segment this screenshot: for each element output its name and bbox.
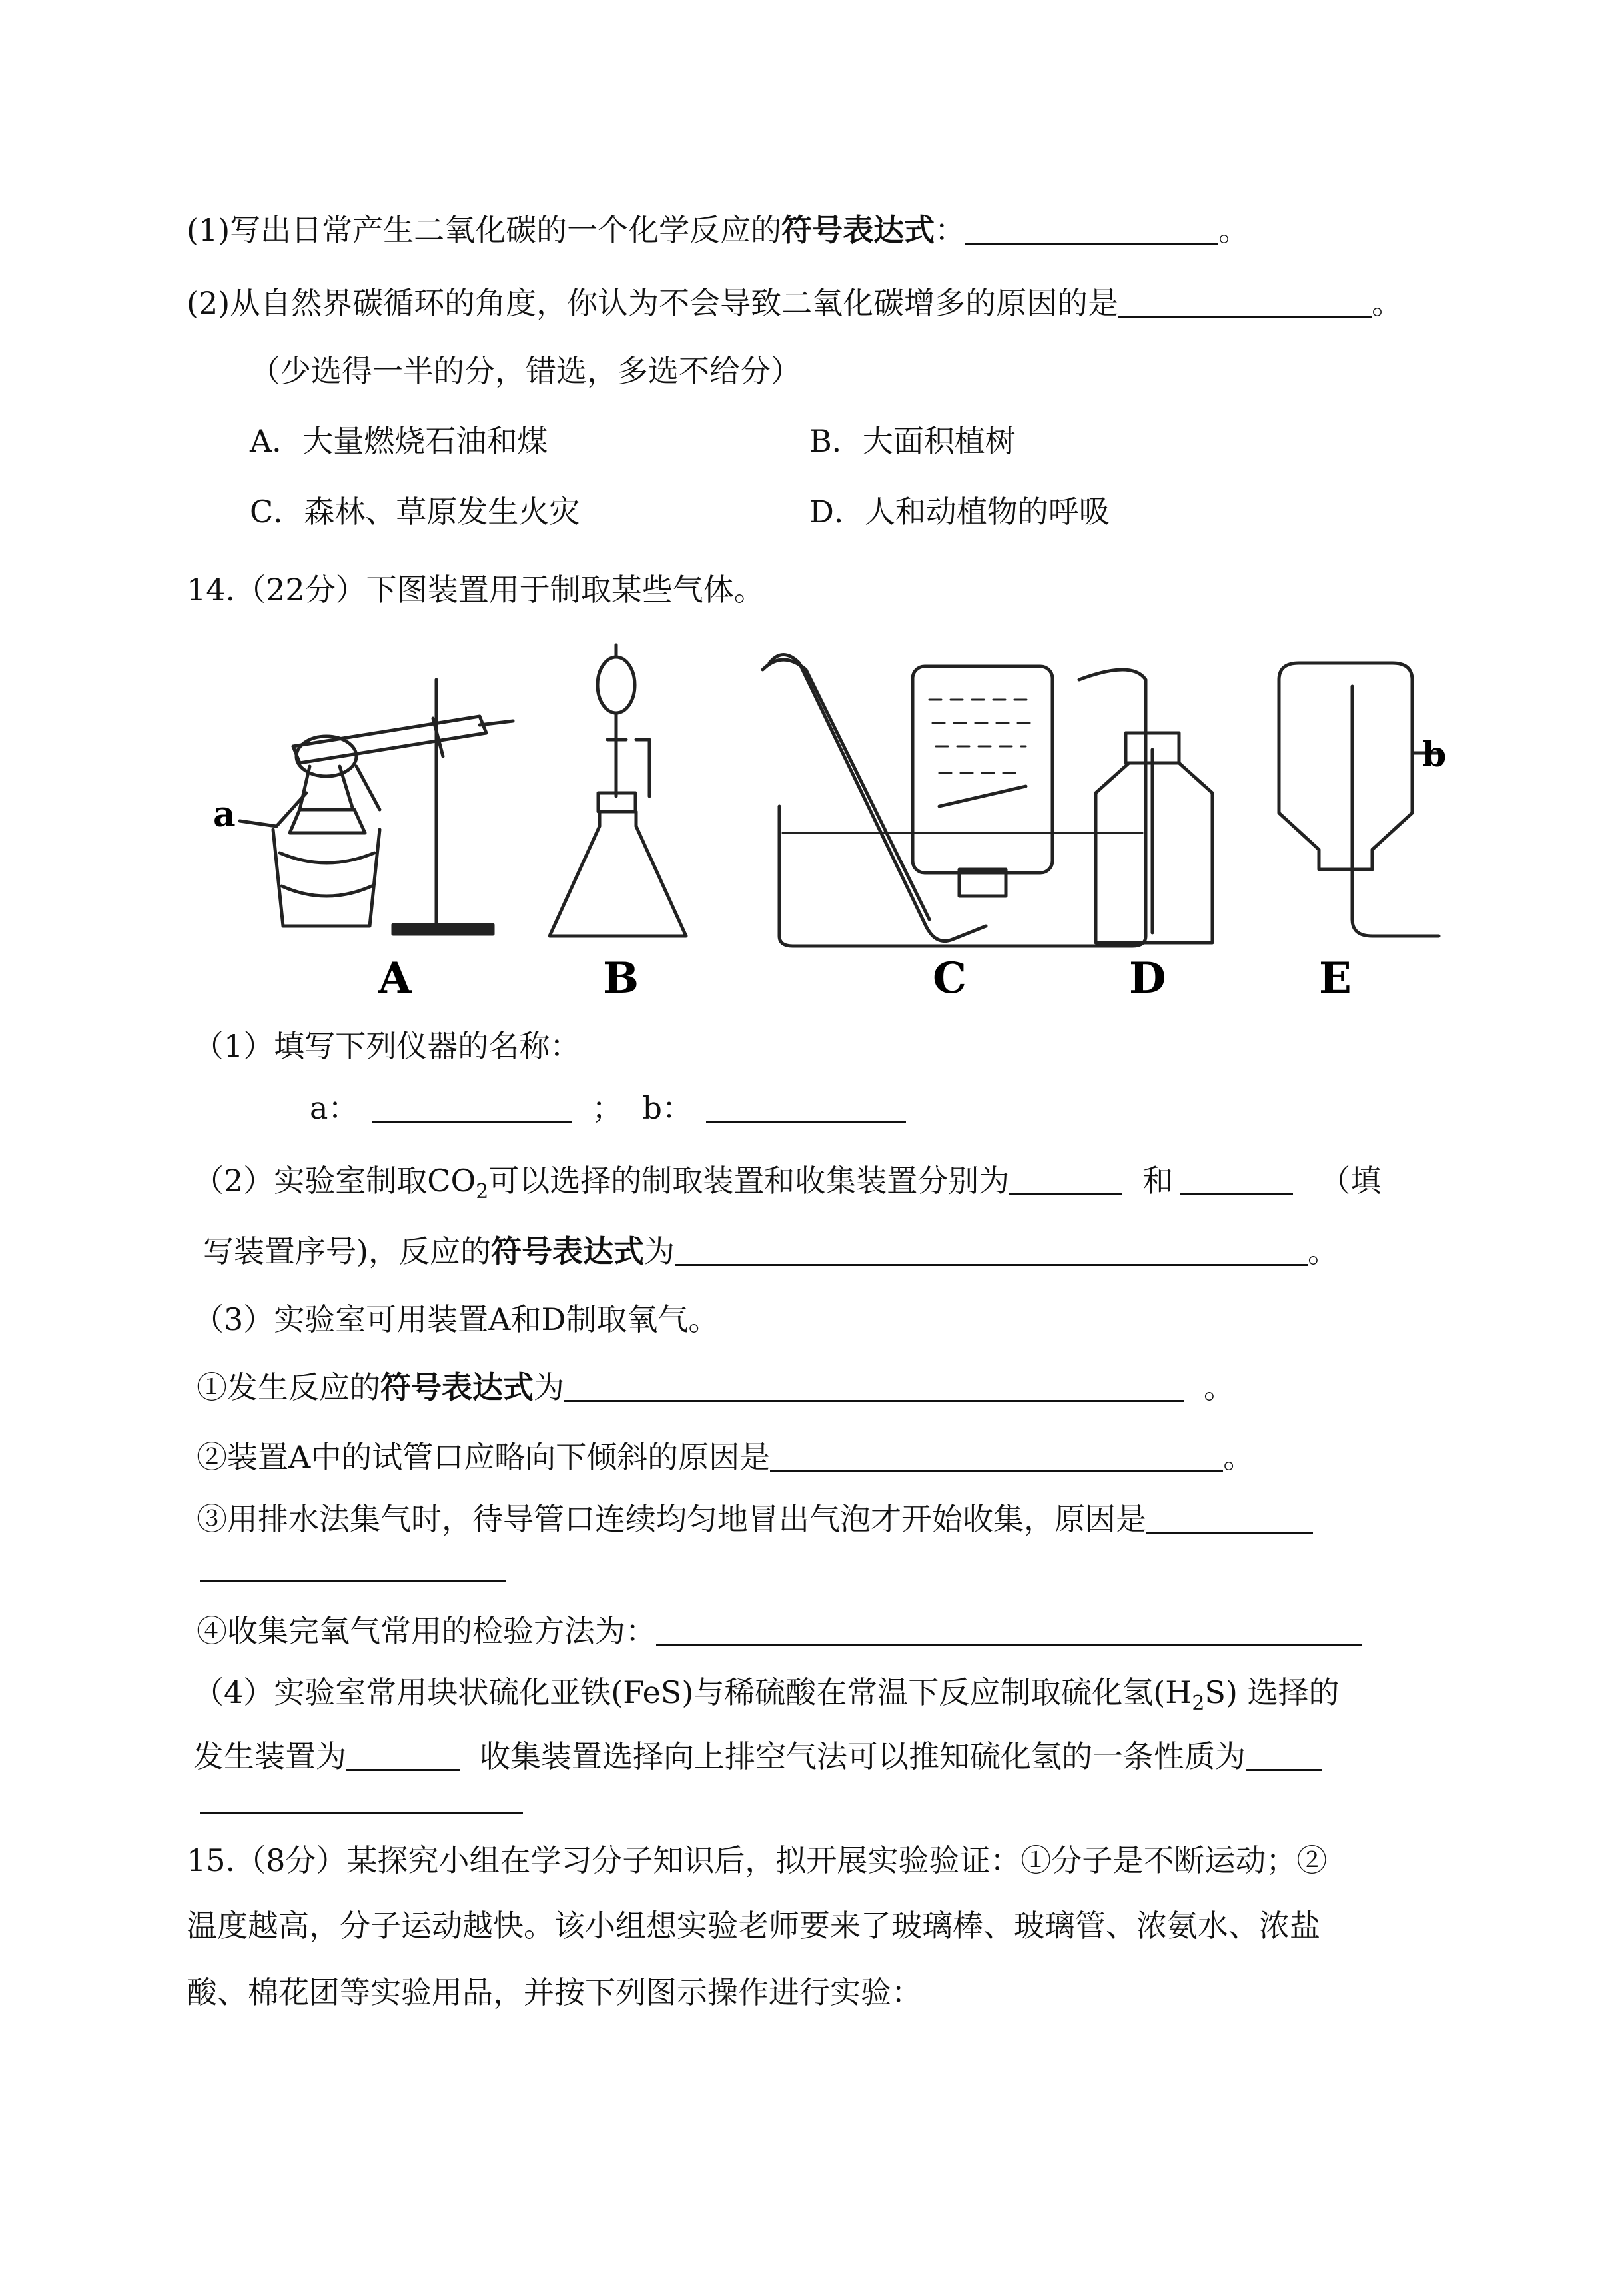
q13-option-c: C．森林、草原发生火灾 [250, 494, 580, 530]
q14-sub3: （3）实验室可用装置A和D制取氧气。 [193, 1301, 719, 1337]
q13-note: （少选得一半的分，错选，多选不给分） [250, 353, 801, 389]
q14-sub1-blanks: a： ； b： [310, 1088, 906, 1128]
q13-option-a: A．大量燃烧石油和煤 [250, 423, 548, 459]
answer-blank[interactable] [1180, 1164, 1293, 1195]
apparatus-b [550, 645, 686, 936]
answer-blank[interactable] [564, 1371, 1184, 1402]
q14-sub3-4: ④收集完氧气常用的检验方法为： [197, 1611, 1362, 1651]
label-a: a [213, 794, 236, 835]
figure-label-b: B [603, 953, 639, 1003]
q14-sub3-2: ②装置A中的试管口应略向下倾斜的原因是 。 [197, 1439, 1254, 1475]
figure-label-e: E [1319, 953, 1352, 1003]
answer-blank[interactable] [1118, 287, 1372, 318]
apparatus-c [763, 655, 1146, 947]
q15-line3: 酸、棉花团等实验用品，并按下列图示操作进行实验： [187, 1974, 922, 2010]
answer-line[interactable] [200, 1580, 506, 1582]
figure-label-a: A [378, 953, 412, 1003]
answer-blank-b[interactable] [706, 1091, 906, 1123]
answer-blank[interactable] [675, 1235, 1308, 1266]
q14-sub2-line2: 写装置序号)，反应的符号表达式为 。 [203, 1233, 1338, 1269]
q15-line2: 温度越高，分子运动越快。该小组想实验老师要来了玻璃棒、玻璃管、浓氨水、浓盐 [187, 1908, 1320, 1944]
q13-part1: (1)写出日常产生二氧化碳的一个化学反应的符号表达式： 。 [187, 212, 1250, 248]
apparatus-figure [200, 633, 1447, 1006]
figure-label-d: D [1129, 953, 1166, 1003]
answer-blank-a[interactable] [372, 1091, 572, 1123]
q13-part2: (2)从自然界碳循环的角度，你认为不会导致二氧化碳增多的原因的是 。 [187, 285, 1403, 321]
q14-sub3-3: ③用排水法集气时，待导管口连续均匀地冒出气泡才开始收集，原因是 [197, 1499, 1313, 1539]
answer-blank[interactable] [1009, 1164, 1122, 1195]
q14-sub4-line2: 发生装置为 收集装置选择向上排空气法可以推知硫化氢的一条性质为 [193, 1736, 1322, 1776]
answer-blank[interactable] [346, 1740, 460, 1771]
q13-option-d: D．人和动植物的呼吸 [809, 494, 1110, 530]
q14-sub2: （2）实验室制取$CO_2$可以选择的制取装置和收集装置分别为 和 （填 [193, 1163, 1382, 1203]
answer-blank[interactable] [1246, 1740, 1322, 1771]
label-b: b [1422, 734, 1447, 775]
q15-line1: 15.（8分）某探究小组在学习分子知识后，拟开展实验验证：①分子是不断运动；② [187, 1842, 1328, 1878]
q14-title: 14.（22分）下图装置用于制取某些气体。 [187, 572, 765, 608]
q14-sub1: （1）填写下列仪器的名称： [193, 1028, 581, 1064]
apparatus-d [1079, 670, 1212, 943]
apparatus-e [1279, 663, 1439, 936]
answer-blank[interactable] [656, 1614, 1362, 1646]
q14-sub4: （4）实验室常用块状硫化亚铁(FeS)与稀硫酸在常温下反应制取硫化氢$(H_2S)$ 选择的 [193, 1674, 1340, 1715]
answer-line[interactable] [200, 1812, 523, 1814]
q14-sub3-1: ①发生反应的符号表达式为 。 [197, 1369, 1234, 1405]
figure-label-c: C [933, 953, 967, 1003]
answer-blank[interactable] [1146, 1502, 1313, 1534]
q13-option-b: B．大面积植树 [809, 423, 1016, 459]
answer-blank[interactable] [770, 1440, 1223, 1472]
apparatus-a [240, 680, 513, 934]
answer-blank[interactable] [965, 213, 1218, 245]
